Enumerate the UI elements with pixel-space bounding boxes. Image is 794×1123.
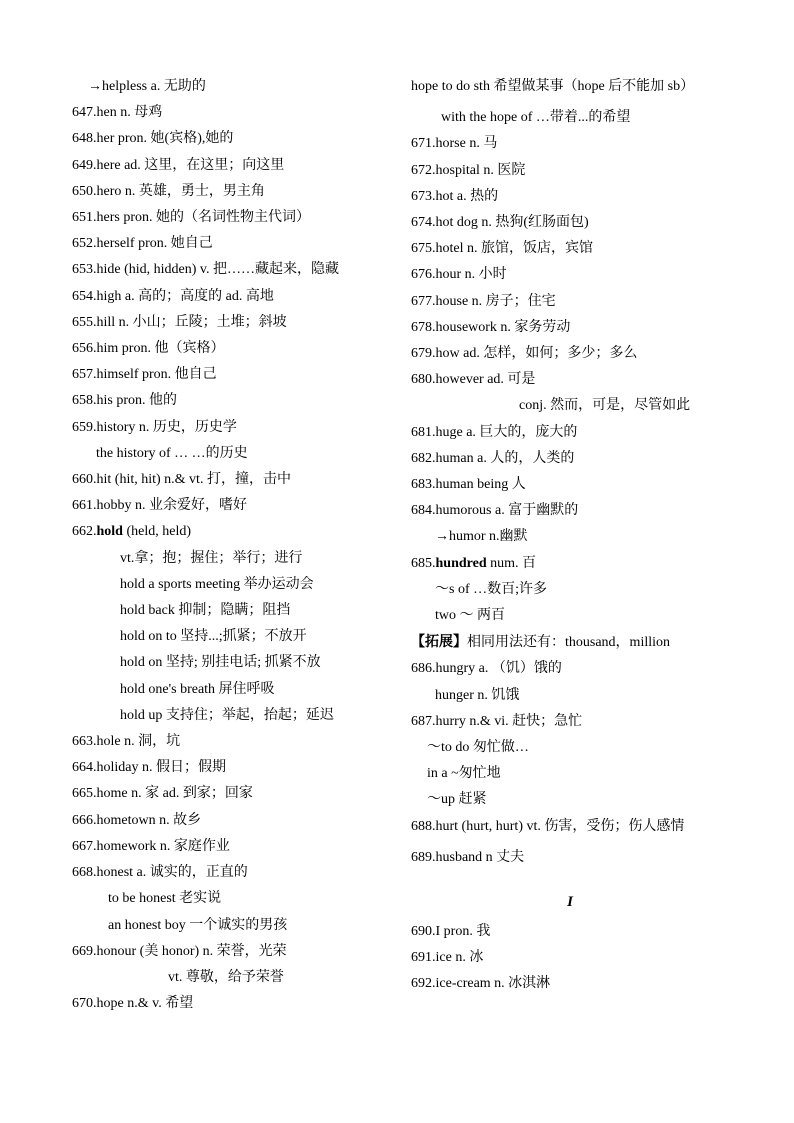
entry-line: the history of … …的历史 <box>96 445 248 461</box>
entry-line: 689.husband n 丈夫 <box>411 849 525 865</box>
entry-line: 651.hers pron. 她的（名词性物主代词） <box>72 210 310 226</box>
entry-line: 658.his pron. 他的 <box>72 393 177 409</box>
entry-line: vt.拿；抱；握住；举行；进行 <box>120 550 303 566</box>
entry-line: 665.home n. 家 ad. 到家；回家 <box>72 786 253 802</box>
right-column <box>411 74 729 998</box>
entry-line: vt. 尊敬，给予荣誉 <box>168 969 284 985</box>
entry-line: 661.hobby n. 业余爱好，嗜好 <box>72 498 247 514</box>
entry-line: hold one's breath 屏住呼吸 <box>120 681 275 697</box>
entry-line: 692.ice-cream n. 冰淇淋 <box>411 976 551 992</box>
entry-line: 648.her pron. 她(宾格),她的 <box>72 131 234 147</box>
entry-line: with the hope of …带着...的希望 <box>441 110 631 126</box>
entry-line: ～s of …数百;许多 <box>435 581 547 597</box>
entry-line: 674.hot dog n. 热狗(红肠面包) <box>411 215 589 230</box>
entry-line: an honest boy 一个诚实的男孩 <box>108 917 288 933</box>
entry-line: 691.ice n. 冰 <box>411 950 484 966</box>
entry-line: ～up 赶紧 <box>427 792 487 808</box>
entry-line: 678.housework n. 家务劳动 <box>411 319 571 335</box>
entry-line: 677.house n. 房子；住宅 <box>411 293 556 309</box>
entry-line: 681.huge a. 巨大的，庞大的 <box>411 424 578 440</box>
entry-line: 659.history n. 历史，历史学 <box>72 419 237 435</box>
entry-line: ～to do 匆忙做… <box>427 740 529 756</box>
entry-line: →humor n.幽默 <box>435 529 528 545</box>
entry-line: 680.however ad. 可是 <box>411 372 536 388</box>
entry-line: 683.human being 人 <box>411 477 526 493</box>
left-column <box>72 74 392 1017</box>
entry-line: 667.homework n. 家庭作业 <box>72 838 230 854</box>
entry-line: 657.himself pron. 他自己 <box>72 367 217 383</box>
entry-line: 666.hometown n. 故乡 <box>72 812 202 828</box>
entry-line: 672.hospital n. 医院 <box>411 162 526 178</box>
entry-line: hold a sports meeting 举办运动会 <box>120 576 314 592</box>
entry-line: 660.hit (hit, hit) n.& vt. 打，撞，击中 <box>72 472 291 488</box>
entry-line: →helpless a. 无助的 <box>88 79 206 94</box>
entry-line: 669.honour (美 honor) n. 荣誉，光荣 <box>72 943 287 959</box>
entry-line: hold up 支持住；举起，抬起；延迟 <box>120 707 334 723</box>
entry-line: hunger n. 饥饿 <box>435 687 520 703</box>
entry-line: conj. 然而，可是，尽管如此 <box>519 398 691 414</box>
entry-line: hold on to 坚持...;抓紧；不放开 <box>120 629 307 645</box>
entry-line: hold on 坚持; 别挂电话; 抓紧不放 <box>120 655 321 671</box>
entry-line: 676.hour n. 小时 <box>411 267 507 283</box>
entry-line: 675.hotel n. 旅馆，饭店，宾馆 <box>411 241 593 257</box>
entry-line: 679.how ad. 怎样，如何；多少；多么 <box>411 346 638 362</box>
entry-line: 652.herself pron. 她自己 <box>72 236 213 252</box>
entry-line: 654.high a. 高的；高度的 ad. 高地 <box>72 288 274 304</box>
entry-line: two ～ 两百 <box>435 608 505 624</box>
entry-line: 682.human a. 人的，人类的 <box>411 450 575 466</box>
entry-line: hold back 抑制；隐瞒；阻挡 <box>120 603 291 619</box>
entry-line: hope to do sth 希望做某事（hope 后不能加 sb） <box>411 79 695 94</box>
entry-line: 684.humorous a. 富于幽默的 <box>411 503 579 519</box>
entry-line: 670.hope n.& v. 希望 <box>72 996 194 1012</box>
entry-line: 663.hole n. 洞，坑 <box>72 734 181 750</box>
entry-line: 649.here ad. 这里，在这里；向这里 <box>72 157 285 173</box>
entry-line: 685.hundred num. 百 <box>411 555 536 571</box>
entry-line: 673.hot a. 热的 <box>411 188 499 204</box>
entry-line: 687.hurry n.& vi. 赶快；急忙 <box>411 713 583 729</box>
entry-line: to be honest 老实说 <box>108 891 222 907</box>
section-letter: I <box>567 894 573 911</box>
entry-line: 653.hide (hid, hidden) v. 把……藏起来，隐藏 <box>72 262 340 278</box>
entry-line: 650.hero n. 英雄，勇士，男主角 <box>72 183 265 199</box>
entry-line: 664.holiday n. 假日；假期 <box>72 760 226 776</box>
entry-line: 【拓展】相同用法还有：thousand，million <box>411 634 670 651</box>
entry-line: 668.honest a. 诚实的，正直的 <box>72 865 248 881</box>
entry-line: 656.him pron. 他（宾格） <box>72 341 225 357</box>
entry-line: 647.hen n. 母鸡 <box>72 105 163 121</box>
entry-line: 690.I pron. 我 <box>411 924 491 940</box>
entry-line: 655.hill n. 小山；丘陵；土堆；斜坡 <box>72 314 287 330</box>
entry-line: 686.hungry a. （饥）饿的 <box>411 661 562 677</box>
entry-line: 671.horse n. 马 <box>411 136 498 152</box>
entry-line: 662.hold (held, held) <box>72 524 191 540</box>
entry-line: 688.hurt (hurt, hurt) vt. 伤害，受伤；伤人感情 <box>411 818 685 834</box>
entry-line: in a ~匆忙地 <box>427 766 501 782</box>
